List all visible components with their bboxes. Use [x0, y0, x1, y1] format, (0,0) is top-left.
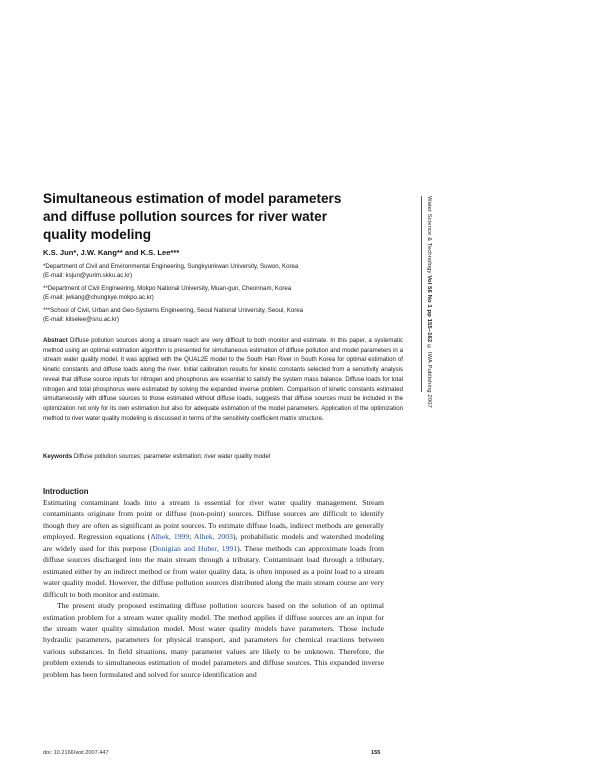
- journal-info: [426, 196, 432, 408]
- abstract-text: Diffuse pollution sources along a stream reach are very difficult to both monitor and estimate. In this paper, a systematic method using an optimal estimation algorithm is presented for simultaneous estimation of diffuse pollution and model parameters in a stream water quality model. It was applied with the QUAL2E model to the South Han River in South Korea for optimal estimation of kinetic constants and diffuse loads along the river. Initial calibration results for kinetic constants selected from a sensitivity analysis reveal that diffuse source inputs for nitrogen and phosphorus are essential to satisfy the system mass balance. Diffuse loads for total nitrogen and total phosphorus were estimated by solving the expanded inverse problem. Comparison of kinetic constants estimated simultaneously with diffuse sources to those estimated without diffuse loads, suggests that diffuse sources must be included in the optimization not only for its own estimation but also for adequate estimation of the model parameters. Application of the optimization method to river water quality modeling is discussed in terms of the sensitivity coefficient matrix structure.: [43, 337, 403, 422]
- title-line: and diffuse pollution sources for river water: [43, 209, 328, 224]
- affiliation-email: (E-mail: ksjun@yurim.skku.ac.kr): [43, 272, 133, 280]
- affiliation-line: ***School of Civil, Urban and Geo-Systems Engineering, Seoul National University, Seoul, Korea: [43, 306, 304, 314]
- journal-band-rule: [421, 196, 444, 392]
- abstract: [43, 336, 403, 423]
- section-heading-introduction: Introduction: [43, 487, 89, 496]
- journal-copyright: © IWA Publishing 2007: [426, 344, 432, 408]
- paragraph: The present study proposed estimating diffuse pollution sources based on the solution of an optimal estimation problem for a stream water quality model. The method applies if diffuse sources are an input for the stream water quality simulation model. Most water quality models have parameters. Those include hydraulic parameters, parameters for physical transport, and parameters for chemical reactions between various substances. In field situations, many parameter values are likely to be unknown. Therefore, the problem extends to simultaneous estimation of model parameters and diffuse sources. This expanded inverse problem has been formulated and solved for source identification and: [43, 601, 384, 679]
- keywords-label: Keywords: [43, 453, 73, 460]
- paragraph-text: ), probabilistic models and watershed modeling are widely used for this purpose (: [43, 532, 385, 553]
- abstract-label: Abstract: [43, 337, 68, 344]
- title-line: quality modeling: [43, 227, 151, 242]
- paragraph-text: ;: [189, 532, 194, 542]
- citation-link[interactable]: Alhek, 2003: [193, 532, 233, 542]
- affiliation-email: (E-mail: kilselee@snu.ac.kr): [43, 316, 119, 324]
- journal-volume: Vol 56 No 1 pp 155–162: [426, 275, 432, 343]
- citation-link[interactable]: Donigian and Huber, 1991: [152, 543, 238, 553]
- paragraph-text: Estimating contaminant loads into a stream is essential for river water quality management. Stream contaminants originate from point or diffuse (non-point) sources. Diffuse sources are difficult to identify though they are often as significant as point sources. To estimate diffuse loads, indirect methods are generally employed. Regression equations (: [43, 498, 384, 542]
- doi-footer: doi: 10.2166/wst.2007.447: [43, 750, 109, 756]
- paragraph: [43, 497, 384, 600]
- citation-link[interactable]: Alhek, 1999: [150, 532, 190, 542]
- affiliation-email: (E-mail: jwkang@chungkye.mokpo.ac.kr): [43, 294, 154, 302]
- keywords-text: Diffuse pollution sources; parameter estimation; river water quality model: [73, 453, 271, 460]
- journal-name: Water Science & Technology: [426, 196, 432, 274]
- affiliations: [43, 262, 403, 324]
- body-text: [43, 497, 384, 680]
- keywords: [43, 452, 403, 462]
- page-number: 155: [371, 750, 381, 756]
- author-list: K.S. Jun*, J.W. Kang** and K.S. Lee***: [43, 248, 180, 257]
- affiliation-line: *Department of Civil and Environmental Engineering, Sungkyunkwan University, Suwon, Korea: [43, 263, 299, 270]
- title-line: Simultaneous estimation of model parameters: [43, 191, 342, 206]
- paragraph-text: ). These methods can approximate loads from diffuse sources discharged into the main stream through a tributary. Contaminant load through a tributary, estimated either by an indirect method or from water quality data, is often imposed as a point load to a stream water quality model. However, the diffuse pollution sources distributed along the main stream course are very difficult to both monitor and estimate.: [43, 543, 384, 599]
- paper-title: [43, 190, 383, 244]
- affiliation-line: **Department of Civil Engineering, Mokpo National University, Muan-gun, Cheonnam, Korea: [43, 284, 292, 292]
